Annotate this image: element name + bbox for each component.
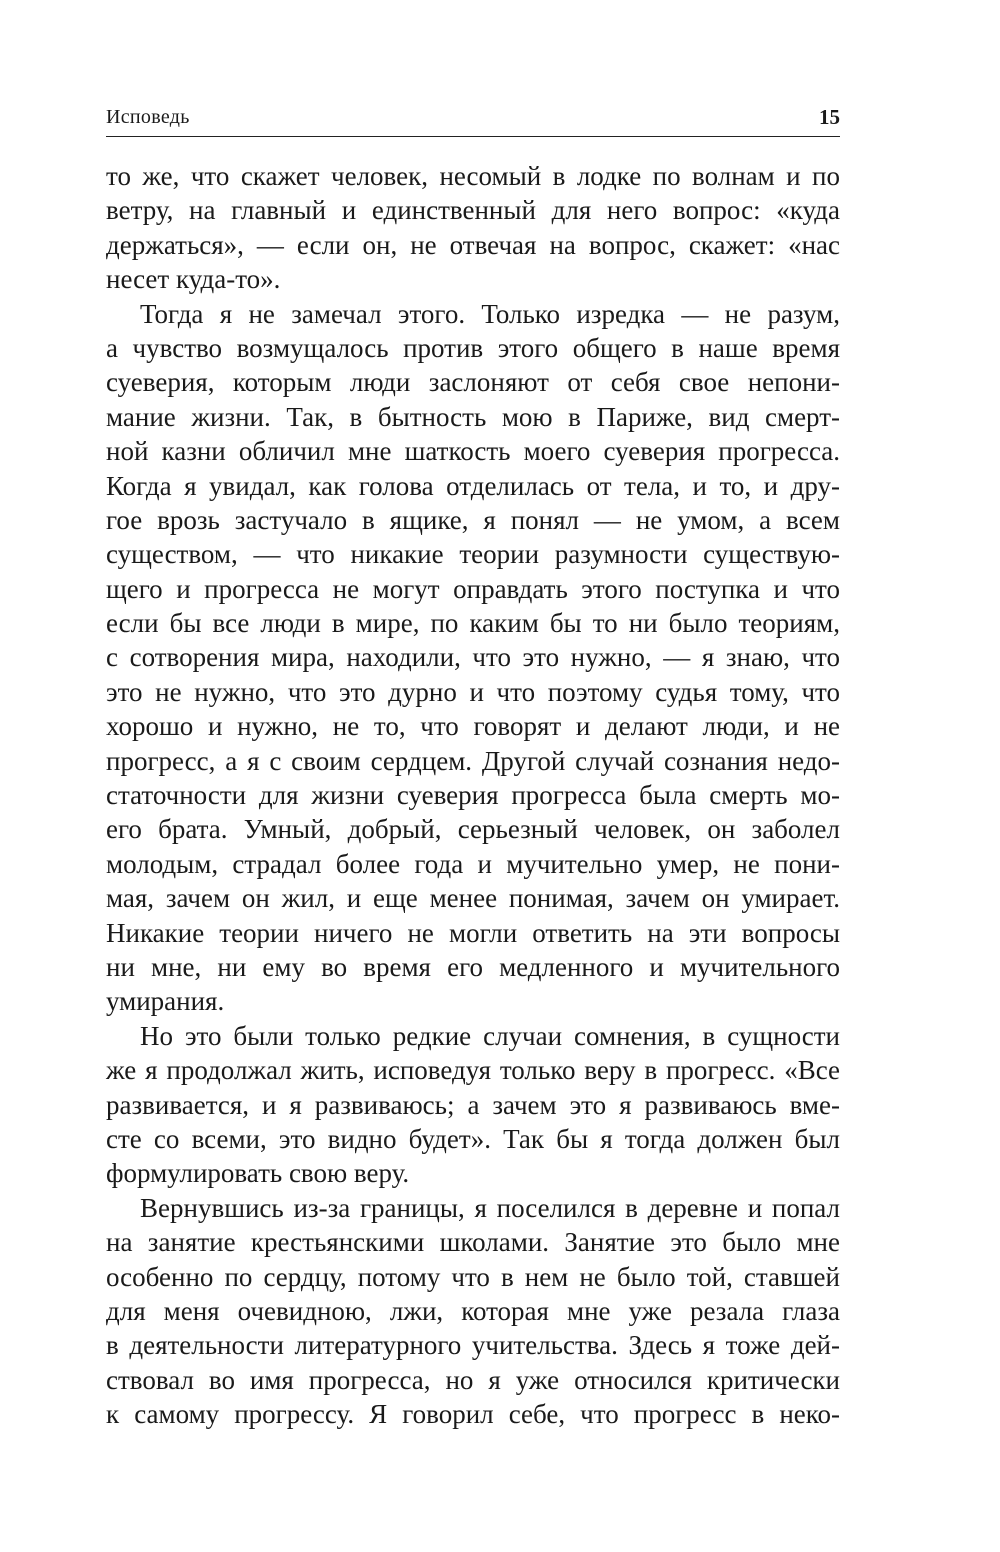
text-line: сте со всеми, это видно будет». Так бы я тогда должен был (106, 1123, 840, 1154)
text-line: Вернувшись из-за границы, я поселился в деревне и попал (140, 1192, 840, 1223)
text-line: Никакие теории ничего не могли ответить на эти вопросы (106, 917, 840, 948)
text-line: мая, зачем он жил, и еще менее понимая, зачем он умирает. (106, 883, 840, 914)
text-line: щего и прогресса не могут оправдать этого поступка и что (106, 573, 840, 604)
text-line: умирания. (106, 986, 225, 1017)
text-line: особенно по сердцу, потому что в нем не было той, ставшей (106, 1261, 840, 1292)
text-line: на занятие крестьянскими школами. Занятие это было мне (106, 1227, 840, 1258)
text-line: молодым, страдал более года и мучительно умер, не пони- (106, 848, 840, 879)
running-title: Исповедь (106, 106, 190, 128)
text-line: несет куда-то». (106, 264, 281, 295)
text-line: хорошо и нужно, не то, что говорят и делают люди, и не (106, 711, 840, 742)
text-line: ветру, на главный и единственный для него вопрос: «куда (106, 195, 840, 226)
text-line: суеверия, которым люди заслоняют от себя свое непони- (106, 367, 840, 398)
text-line: к самому прогрессу. Я говорил себе, что прогресс в неко- (106, 1399, 840, 1430)
running-header (106, 100, 840, 137)
text-line: с сотворения мира, находили, что это нужно, — я знаю, что (106, 642, 840, 673)
page-number: 15 (819, 105, 840, 129)
text-line: это не нужно, что это дурно и что поэтому судья тому, что (106, 676, 840, 707)
text-line: а чувство возмущалось против этого общего в наше время (106, 332, 840, 363)
text-line: если бы все люди в мире, по каким бы то ни было теориям, (106, 608, 840, 639)
paragraph (106, 1019, 840, 1191)
text-line: Когда я увидал, как голова отделилась от тела, и то, и дру- (106, 470, 840, 501)
paragraph (106, 1191, 840, 1432)
text-line: Но это были только редкие случаи сомнения, в сущности (140, 1020, 840, 1051)
paragraph (106, 159, 840, 297)
text-line: в деятельности литературного учительства. Здесь я тоже дей- (106, 1330, 840, 1361)
text-line: же я продолжал жить, исповедуя только веру в прогресс. «Все (106, 1055, 840, 1086)
text-line: формулировать свою веру. (106, 1158, 410, 1189)
body-text (106, 159, 840, 1431)
text-line: статочности для жизни суеверия прогресса была смерть мо- (106, 780, 840, 811)
text-line: Тогда я не замечал этого. Только изредка — не разум, (140, 298, 840, 329)
text-line: ни мне, ни ему во время его медленного и мучительного (106, 951, 840, 982)
text-line: для меня очевидною, лжи, которая мне уже резала глаза (106, 1295, 840, 1326)
text-line: гое врозь застучало в ящике, я понял — не умом, а всем (106, 504, 840, 535)
text-line: то же, что скажет человек, несомый в лодке по волнам и по (106, 161, 840, 191)
text-line: развивается, и я развиваюсь; а зачем это я развиваюсь вме- (106, 1089, 840, 1120)
text-line: ствовал во имя прогресса, но я уже относился критически (106, 1364, 840, 1395)
text-line: ной казни обличил мне шаткость моего суеверия прогресса. (106, 436, 840, 467)
text-line: держаться», — если он, не отвечая на вопрос, скажет: «нас (106, 229, 840, 260)
text-line: его брата. Умный, добрый, серьезный человек, он заболел (106, 814, 840, 845)
paragraph (106, 297, 840, 1019)
text-line: мание жизни. Так, в бытность мою в Париже, вид смерт- (106, 401, 840, 432)
text-line: прогресс, а я с своим сердцем. Другой случай сознания недо- (106, 745, 840, 776)
text-line: существом, — что никакие теории разумности существую- (106, 539, 840, 570)
